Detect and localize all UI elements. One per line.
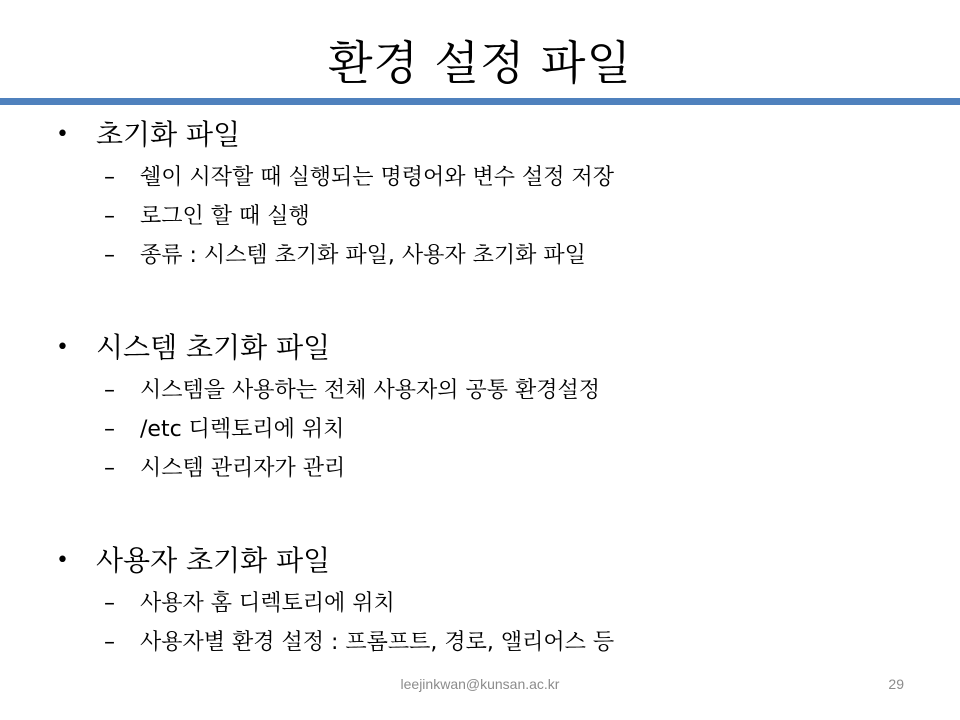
sub-item [56, 623, 916, 662]
dash-icon: – [104, 417, 115, 442]
dash-icon: – [104, 378, 115, 403]
sub-item-text: 사용자 홈 디렉토리에 위치 [140, 591, 395, 616]
bullet-item [56, 538, 916, 584]
dash-icon: – [104, 630, 115, 655]
dash-icon: – [104, 591, 115, 616]
slide-title: 환경 설정 파일 [328, 36, 632, 90]
title-divider [0, 98, 960, 105]
dash-icon: – [104, 204, 115, 229]
bullet-dot-icon: • [56, 122, 69, 147]
bullet-heading: 사용자 초기화 파일 [96, 544, 331, 577]
bullet-item [56, 325, 916, 371]
sub-item-text: /etc 디렉토리에 위치 [140, 417, 345, 442]
slide-content [56, 112, 916, 712]
bullet-item [56, 112, 916, 158]
sub-item [56, 158, 916, 197]
bullet-heading: 초기화 파일 [96, 118, 241, 151]
sub-item [56, 449, 916, 488]
bullet-dot-icon: • [56, 548, 69, 573]
page-number: 29 [888, 676, 904, 692]
sub-item [56, 371, 916, 410]
footer-email: leejinkwan@kunsan.ac.kr [400, 676, 560, 692]
bullet-dot-icon: • [56, 335, 69, 360]
sub-item [56, 197, 916, 236]
sub-item-text: 시스템 관리자가 관리 [140, 456, 346, 481]
section-system-init-files [56, 325, 916, 488]
sub-item-text: 시스템을 사용하는 전체 사용자의 공통 환경설정 [140, 378, 601, 403]
sub-item-text: 쉘이 시작할 때 실행되는 명령어와 변수 설정 저장 [140, 165, 614, 190]
sub-item [56, 584, 916, 623]
section-init-files [56, 112, 916, 275]
sub-item-text: 종류 : 시스템 초기화 파일, 사용자 초기화 파일 [140, 243, 586, 268]
dash-icon: – [104, 165, 115, 190]
dash-icon: – [104, 456, 115, 481]
sub-item-text: 사용자별 환경 설정 : 프롬프트, 경로, 앨리어스 등 [140, 630, 615, 655]
sub-item [56, 236, 916, 275]
sub-item [56, 410, 916, 449]
sub-item-text: 로그인 할 때 실행 [140, 204, 310, 229]
dash-icon: – [104, 243, 115, 268]
section-user-init-files [56, 538, 916, 662]
bullet-heading: 시스템 초기화 파일 [96, 331, 331, 364]
